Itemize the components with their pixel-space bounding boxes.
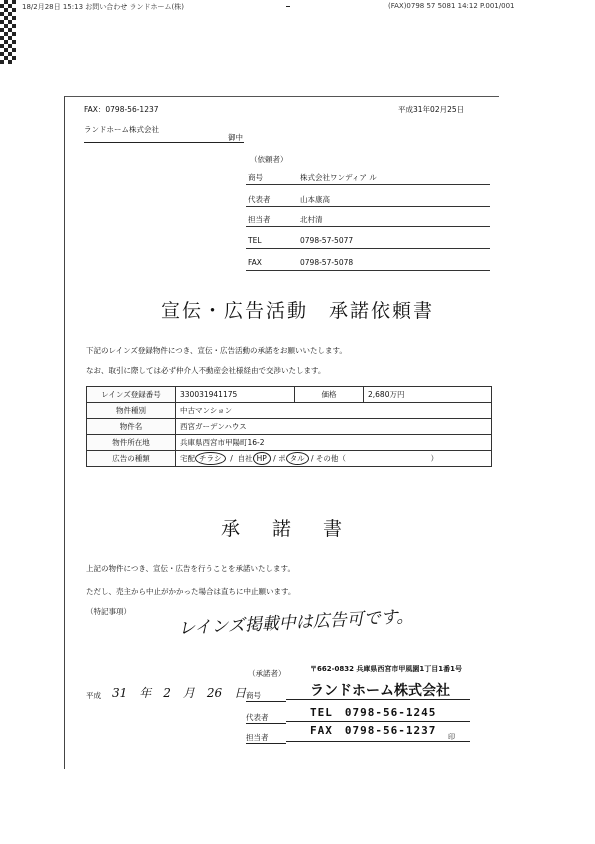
sender-fax-label: FAX bbox=[248, 258, 262, 267]
sender-rep-row bbox=[246, 192, 490, 207]
sender-staff-label: 担当者 bbox=[248, 215, 271, 224]
sender-rep-value: 山本康高 bbox=[300, 195, 330, 204]
request-paragraph-2: なお、取引に際しては必ず仲介人不動産会社様経由で交渉いたします。 bbox=[86, 366, 326, 375]
sender-fax-value: 0798-57-5078 bbox=[300, 258, 354, 267]
media-sep-1: / bbox=[230, 454, 233, 463]
company-label: 商号 bbox=[246, 690, 286, 702]
media-portal-prefix: ポ bbox=[278, 454, 286, 463]
fax-to: FAX：0798-56-1237 bbox=[84, 105, 159, 114]
special-notes-handwritten: レインズ掲載中は広告可です。 bbox=[177, 606, 414, 640]
table-row-name bbox=[87, 419, 492, 435]
media-own: 自社 bbox=[237, 454, 253, 463]
special-notes-label: （特記事項） bbox=[86, 607, 131, 616]
reins-label: レインズ登録番号 bbox=[87, 387, 176, 403]
media-other-close: ） bbox=[430, 454, 439, 463]
media-label: 広告の種類 bbox=[87, 451, 176, 467]
table-row-type bbox=[87, 403, 492, 419]
media-sep-2: / bbox=[273, 454, 276, 463]
media-flyer-circled: チラシ bbox=[195, 452, 226, 465]
table-row-address bbox=[87, 435, 492, 451]
sender-company-value: 株式会社ワンディア ル bbox=[300, 173, 377, 182]
sender-company-label: 商号 bbox=[248, 173, 263, 182]
stamp-fax: FAX 0798-56-1237 bbox=[310, 724, 437, 737]
address-label: 物件所在地 bbox=[87, 435, 176, 451]
fax-header-right: (FAX)0798 57 5081 14:12 P.001/001 bbox=[388, 2, 515, 10]
table-row-reins bbox=[87, 387, 492, 403]
stamp-address: 〒662-0832 兵庫県西宮市甲風園1丁目1番1号 bbox=[310, 665, 463, 673]
media-other: その他（ bbox=[315, 454, 346, 463]
approval-date-handwritten: 31 年 2 月 26 日 bbox=[112, 686, 247, 700]
sender-rep-label: 代表者 bbox=[248, 195, 271, 204]
media-sep-3: / bbox=[310, 454, 314, 463]
media-prefix: 宅配 bbox=[180, 454, 195, 463]
sender-fax-row bbox=[246, 256, 490, 271]
type-label: 物件種別 bbox=[87, 403, 176, 419]
approver-label: （承諾者） bbox=[248, 669, 286, 678]
staff-label: 担当者 bbox=[246, 732, 286, 744]
sender-company-row bbox=[246, 170, 490, 185]
property-table bbox=[86, 386, 492, 467]
company-line bbox=[286, 699, 470, 700]
reins-number: 330031941175 bbox=[176, 387, 295, 403]
media-hp-circled: HP bbox=[253, 452, 271, 465]
seal-mark: 印 bbox=[448, 733, 455, 741]
stamp-company: ランドホーム株式会社 bbox=[310, 683, 450, 699]
sender-tel-row bbox=[246, 234, 490, 249]
approval-date-era: 平成 bbox=[86, 691, 101, 700]
sender-tel-label: TEL bbox=[248, 236, 262, 245]
document-date: 平成31年02月25日 bbox=[398, 105, 465, 114]
type-value: 中古マンション bbox=[176, 403, 492, 419]
staff-line bbox=[286, 741, 470, 742]
media-portal-circled: タル bbox=[286, 452, 309, 465]
sender-staff-value: 北村清 bbox=[300, 215, 323, 224]
media-options bbox=[176, 451, 492, 467]
sender-staff-row bbox=[246, 212, 490, 227]
request-paragraph-1: 下記のレインズ登録物件につき、宣伝・広告活動の承諾をお願いいたします。 bbox=[86, 346, 347, 355]
header-tick bbox=[286, 6, 290, 7]
approval-title: 承諾書 bbox=[220, 518, 374, 540]
document-title: 宣伝・広告活動 承諾依頼書 bbox=[160, 300, 434, 322]
recipient-name: ランドホーム株式会社 bbox=[84, 125, 159, 134]
recipient-honorific: 御中 bbox=[228, 133, 243, 142]
name-value: 西宮ガーデンハウス bbox=[176, 419, 492, 435]
fax-header-left: 18/2月28日 15:13 お問い合わせ ランドホーム(株) bbox=[22, 3, 184, 11]
stamp-tel: TEL 0798-56-1245 bbox=[310, 706, 437, 719]
fax-transmission-marker bbox=[0, 0, 16, 64]
sender-tel-value: 0798-57-5077 bbox=[300, 236, 354, 245]
rep-label: 代表者 bbox=[246, 712, 286, 724]
sender-heading: （依頼者） bbox=[250, 155, 288, 164]
name-label: 物件名 bbox=[87, 419, 176, 435]
price-label: 価格 bbox=[295, 387, 364, 403]
recipient-underline bbox=[84, 142, 244, 143]
table-row-media bbox=[87, 451, 492, 467]
approval-paragraph-2: ただし、売主から中止がかかった場合は直ちに中止願います。 bbox=[86, 587, 296, 596]
address-value: 兵庫県西宮市甲陽町16-2 bbox=[176, 435, 492, 451]
price-value: 2,680万円 bbox=[364, 387, 492, 403]
approval-paragraph-1: 上記の物件につき、宣伝・広告を行うことを承諾いたします。 bbox=[86, 564, 295, 573]
